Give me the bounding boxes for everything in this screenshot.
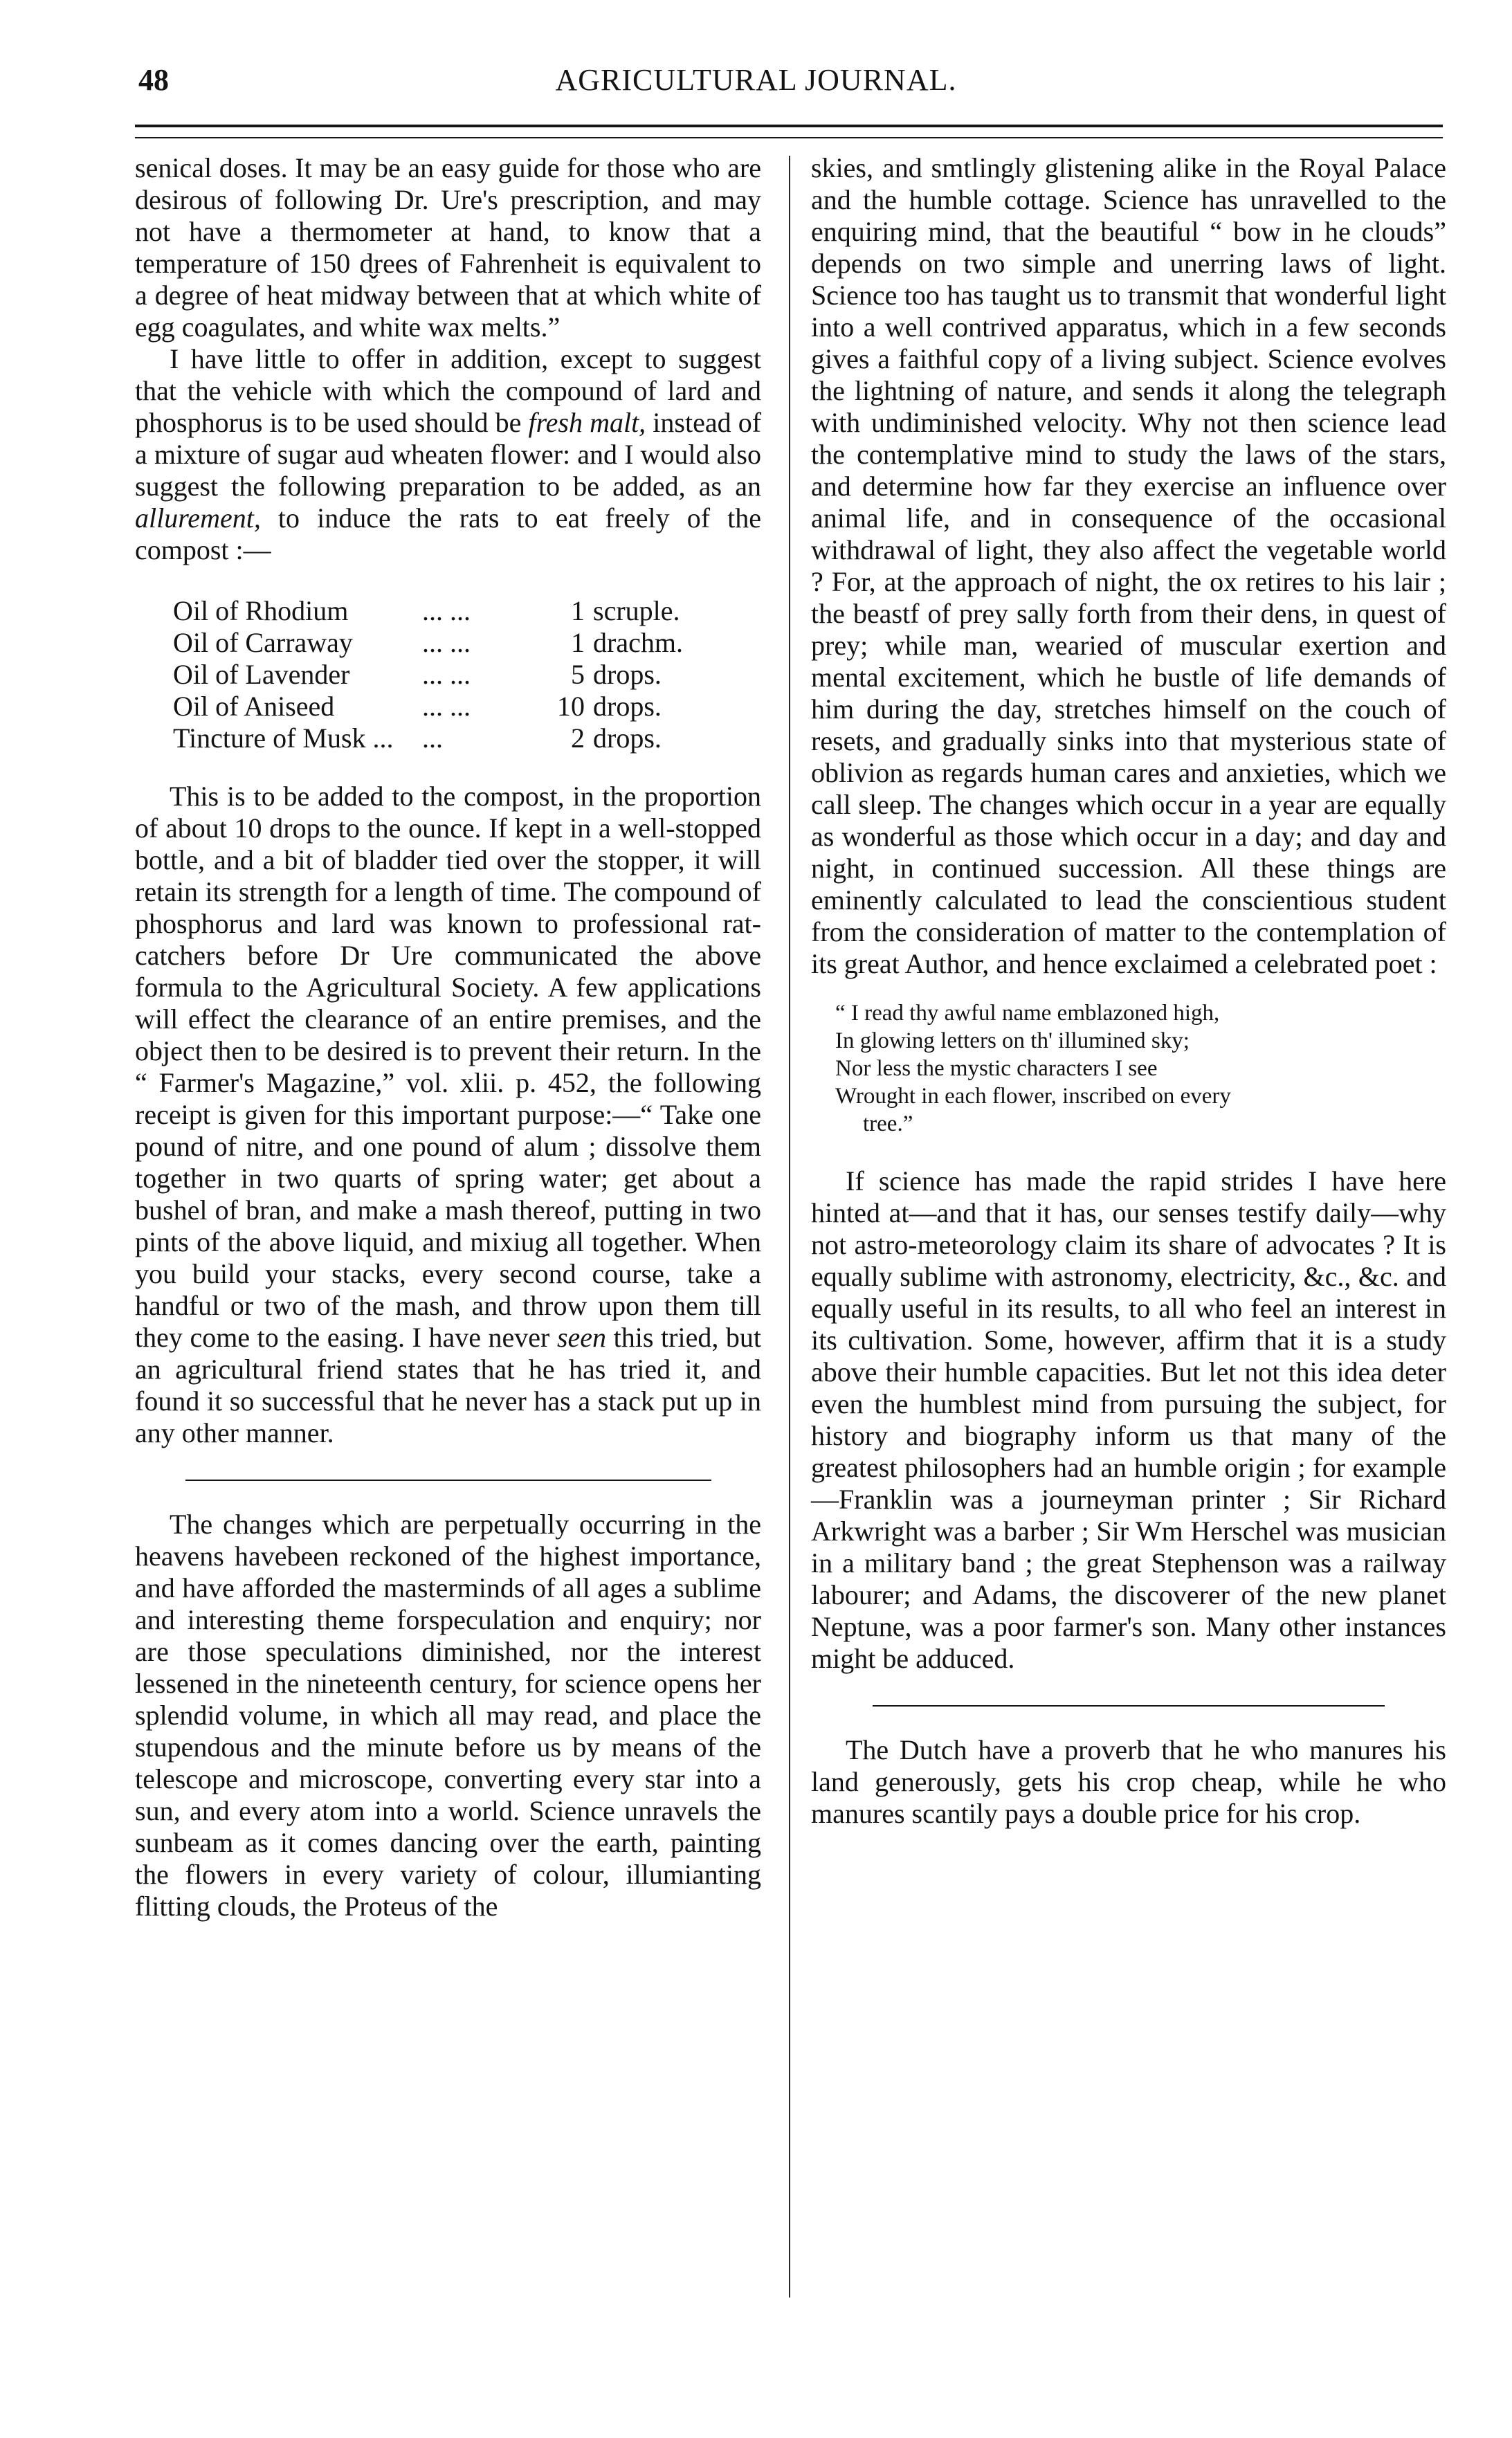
paragraph-vehicle-suggestion bbox=[135, 343, 761, 566]
text-run: instead of a mixture of sugar aud wheaten flower: and I would also suggest the following preparation to be added, as an bbox=[135, 407, 762, 502]
recipe-quantity: 10 bbox=[557, 691, 585, 722]
recipe-table bbox=[173, 595, 683, 754]
recipe-row bbox=[173, 722, 683, 754]
recipe-row bbox=[173, 691, 683, 722]
recipe-ingredient: Tincture of Musk ... bbox=[173, 722, 394, 754]
paragraph-compost-instructions bbox=[135, 781, 761, 1449]
poem-quotation bbox=[835, 999, 1446, 1138]
recipe-unit: scruple. bbox=[593, 595, 680, 626]
paragraph-dutch-proverb: The Dutch have a proverb that he who manures his land generously, gets his crop cheap, while he who manures scantily pays a double price for his crop. bbox=[811, 1734, 1446, 1829]
recipe-leader: ... ... bbox=[422, 691, 471, 722]
right-column bbox=[811, 152, 1446, 1830]
recipe-leader: ... ... bbox=[422, 627, 471, 658]
recipe-row bbox=[173, 627, 683, 659]
italic-seen: seen bbox=[556, 1322, 607, 1353]
paragraph-science-continued: skies, and smtlingly glistening alike in the Royal Palace and the humble cottage. Science has unravelled to the enquiring mind, that the beautiful “ bow in he clouds” depends on two simple and unerring laws of light. Science too has taught us to transmit that wonderful light into a well contrived apparatus, which in a few seconds gives a faithful copy of a living subject. Science evolves the lightning of nature, and sends it along the telegraph with undiminished velocity. Why not then science lead the contemplative mind to study the laws of the stars, and determine how far they exercise an influence over animal life, and in consequence of the occasional withdrawal of light, they also affect the vegetable world ? For, at the approach of night, the ox retires to his lair ; the beastf of prey sally forth from their dens, in quest of prey; while man, wearied of muscular exertion and mental excitement, which he bustle of life demands of him during the day, stretches himself on the couch of resets, and gradually sinks into that mysterious state of oblivion as regards human cares and anxieties, which we call sleep. The changes which occur in a year are equally as wonderful as those which occur in a day; and day and night, in continued succession. All these things are eminently calculated to lead the conscientious student from the consideration of matter to the contemplation of its great Author, and hence exclaimed a celebrated poet : bbox=[811, 152, 1446, 979]
text-run: This is to be added to the compost, in the proportion of about 10 drops to the ounce. If kept in a well-stopped bottle, and a bit of bladder tied over the stopper, it will retain its strength for a length of time. The compound of phosphorus and lard was known to professional rat-catchers before Dr Ure communicated the above formula to the Agricultural Society. A few applications will effect the clearance of an entire premises, and the object then to be desired is to prevent their return. In the “ Farmer's Magazine,” vol. xlii. p. 452, the following receipt is given for this important purpose:—“ Take one pound of nitre, and one pound of alum ; dissolve them together in two quarts of spring water; get about a bushel of bran, and make a mash thereof, putting in two pints of the above liquid, and mixiug all together. When you build your stacks, every second course, take a handful or two of the mash, and throw upon them till they come to the easing. I have never bbox=[135, 781, 761, 1353]
page-number: 48 bbox=[138, 63, 169, 97]
recipe-leader: ... bbox=[422, 722, 443, 754]
recipe-leader: ... ... bbox=[422, 595, 471, 626]
left-column bbox=[135, 152, 761, 1922]
recipe-ingredient: Oil of Rhodium bbox=[173, 595, 349, 626]
recipe-ingredient: Oil of Aniseed bbox=[173, 691, 335, 722]
header-double-rule bbox=[135, 125, 1443, 138]
poem-line: Nor less the mystic characters I see bbox=[835, 1056, 1158, 1081]
recipe-quantity: 5 bbox=[571, 659, 585, 690]
recipe-quantity: 2 bbox=[571, 722, 585, 754]
recipe-quantity: 1 bbox=[571, 627, 585, 658]
recipe-ingredient: Oil of Carraway bbox=[173, 627, 353, 658]
recipe-unit: drops. bbox=[593, 691, 662, 722]
recipe-row bbox=[173, 659, 683, 691]
recipe-row bbox=[173, 595, 683, 627]
text-run: to induce the rats to eat freely of the compost :— bbox=[135, 502, 762, 565]
poem-line: Wrought in each flower, inscribed on every bbox=[835, 1084, 1231, 1109]
poem-line: In glowing letters on th' illumined sky; bbox=[835, 1028, 1190, 1053]
recipe-unit: drops. bbox=[593, 722, 662, 754]
paragraph-heavens-changes: The changes which are perpetually occurring in the heavens havebeen reckoned of the highest importance, and have afforded the masterminds of all ages a sublime and interesting theme forspeculation and enquiry; nor are those speculations diminished, nor the interest lessened in the nineteenth century, for science opens her splendid volume, in which all may read, and place the stupendous and the minute before us by means of the telescope and microscope, converting every star into a sun, and every atom into a world. Science unravels the sunbeam as it comes dancing over the earth, painting the flowers in every variety of colour, illumianting flitting clouds, the Proteus of the bbox=[135, 1509, 761, 1922]
section-divider bbox=[185, 1480, 711, 1481]
recipe-quantity: 1 bbox=[571, 595, 585, 626]
running-head: AGRICULTURAL JOURNAL. bbox=[555, 63, 957, 97]
recipe-leader: ... ... bbox=[422, 659, 471, 690]
italic-allurement: allurement, bbox=[135, 502, 261, 534]
paragraph-astro-meteorology: If science has made the rapid strides I have here hinted at—and that it has, our senses testify daily—why not astro-meteorology claim its share of advocates ? It is equally sublime with astronomy, electricity, &c., &c. and equally useful in its results, to all who feel an interest in its cultivation. Some, however, affirm that it is a study above their humble capacities. But let not this idea deter even the humblest mind from pursuing the subject, for history and biography inform us that many of the greatest philosophers had an humble origin ; for example—Franklin was a journeyman printer ; Sir Richard Arkwright was a barber ; Sir Wm Herschel was musician in a military band ; the great Stephenson was a railway labourer; and Adams, the discoverer of the new planet Neptune, was a poor farmer's son. Many other instances might be adduced. bbox=[811, 1165, 1446, 1674]
text-run: this tried, but an agricultural friend states that he has tried it, and found it so successful that he never has a stack put up in any other manner. bbox=[135, 1322, 762, 1448]
poem-line: “ I read thy awful name emblazoned high, bbox=[835, 1001, 1220, 1026]
poem-line: tree.” bbox=[863, 1111, 913, 1136]
paragraph-ure-prescription: senical doses. It may be an easy guide for those who are desirous of following Dr. Ure's prescription, and may not have a thermometer at hand, to know that a temperature of 150 d̬̬rees of Fahrenheit is equivalent to a degree of heat midway between that at which white of egg coagulates, and white wax melts.” bbox=[135, 152, 761, 343]
recipe-ingredient: Oil of Lavender bbox=[173, 659, 350, 690]
recipe-unit: drachm. bbox=[593, 627, 683, 658]
section-divider bbox=[873, 1705, 1385, 1707]
recipe-unit: drops. bbox=[593, 659, 662, 690]
text-run: I have little to offer in addition, except to suggest that the vehicle with which the compound of lard and phosphorus is to be used should be bbox=[135, 343, 761, 438]
italic-fresh-malt: fresh malt, bbox=[528, 407, 646, 438]
column-divider bbox=[789, 156, 790, 2298]
